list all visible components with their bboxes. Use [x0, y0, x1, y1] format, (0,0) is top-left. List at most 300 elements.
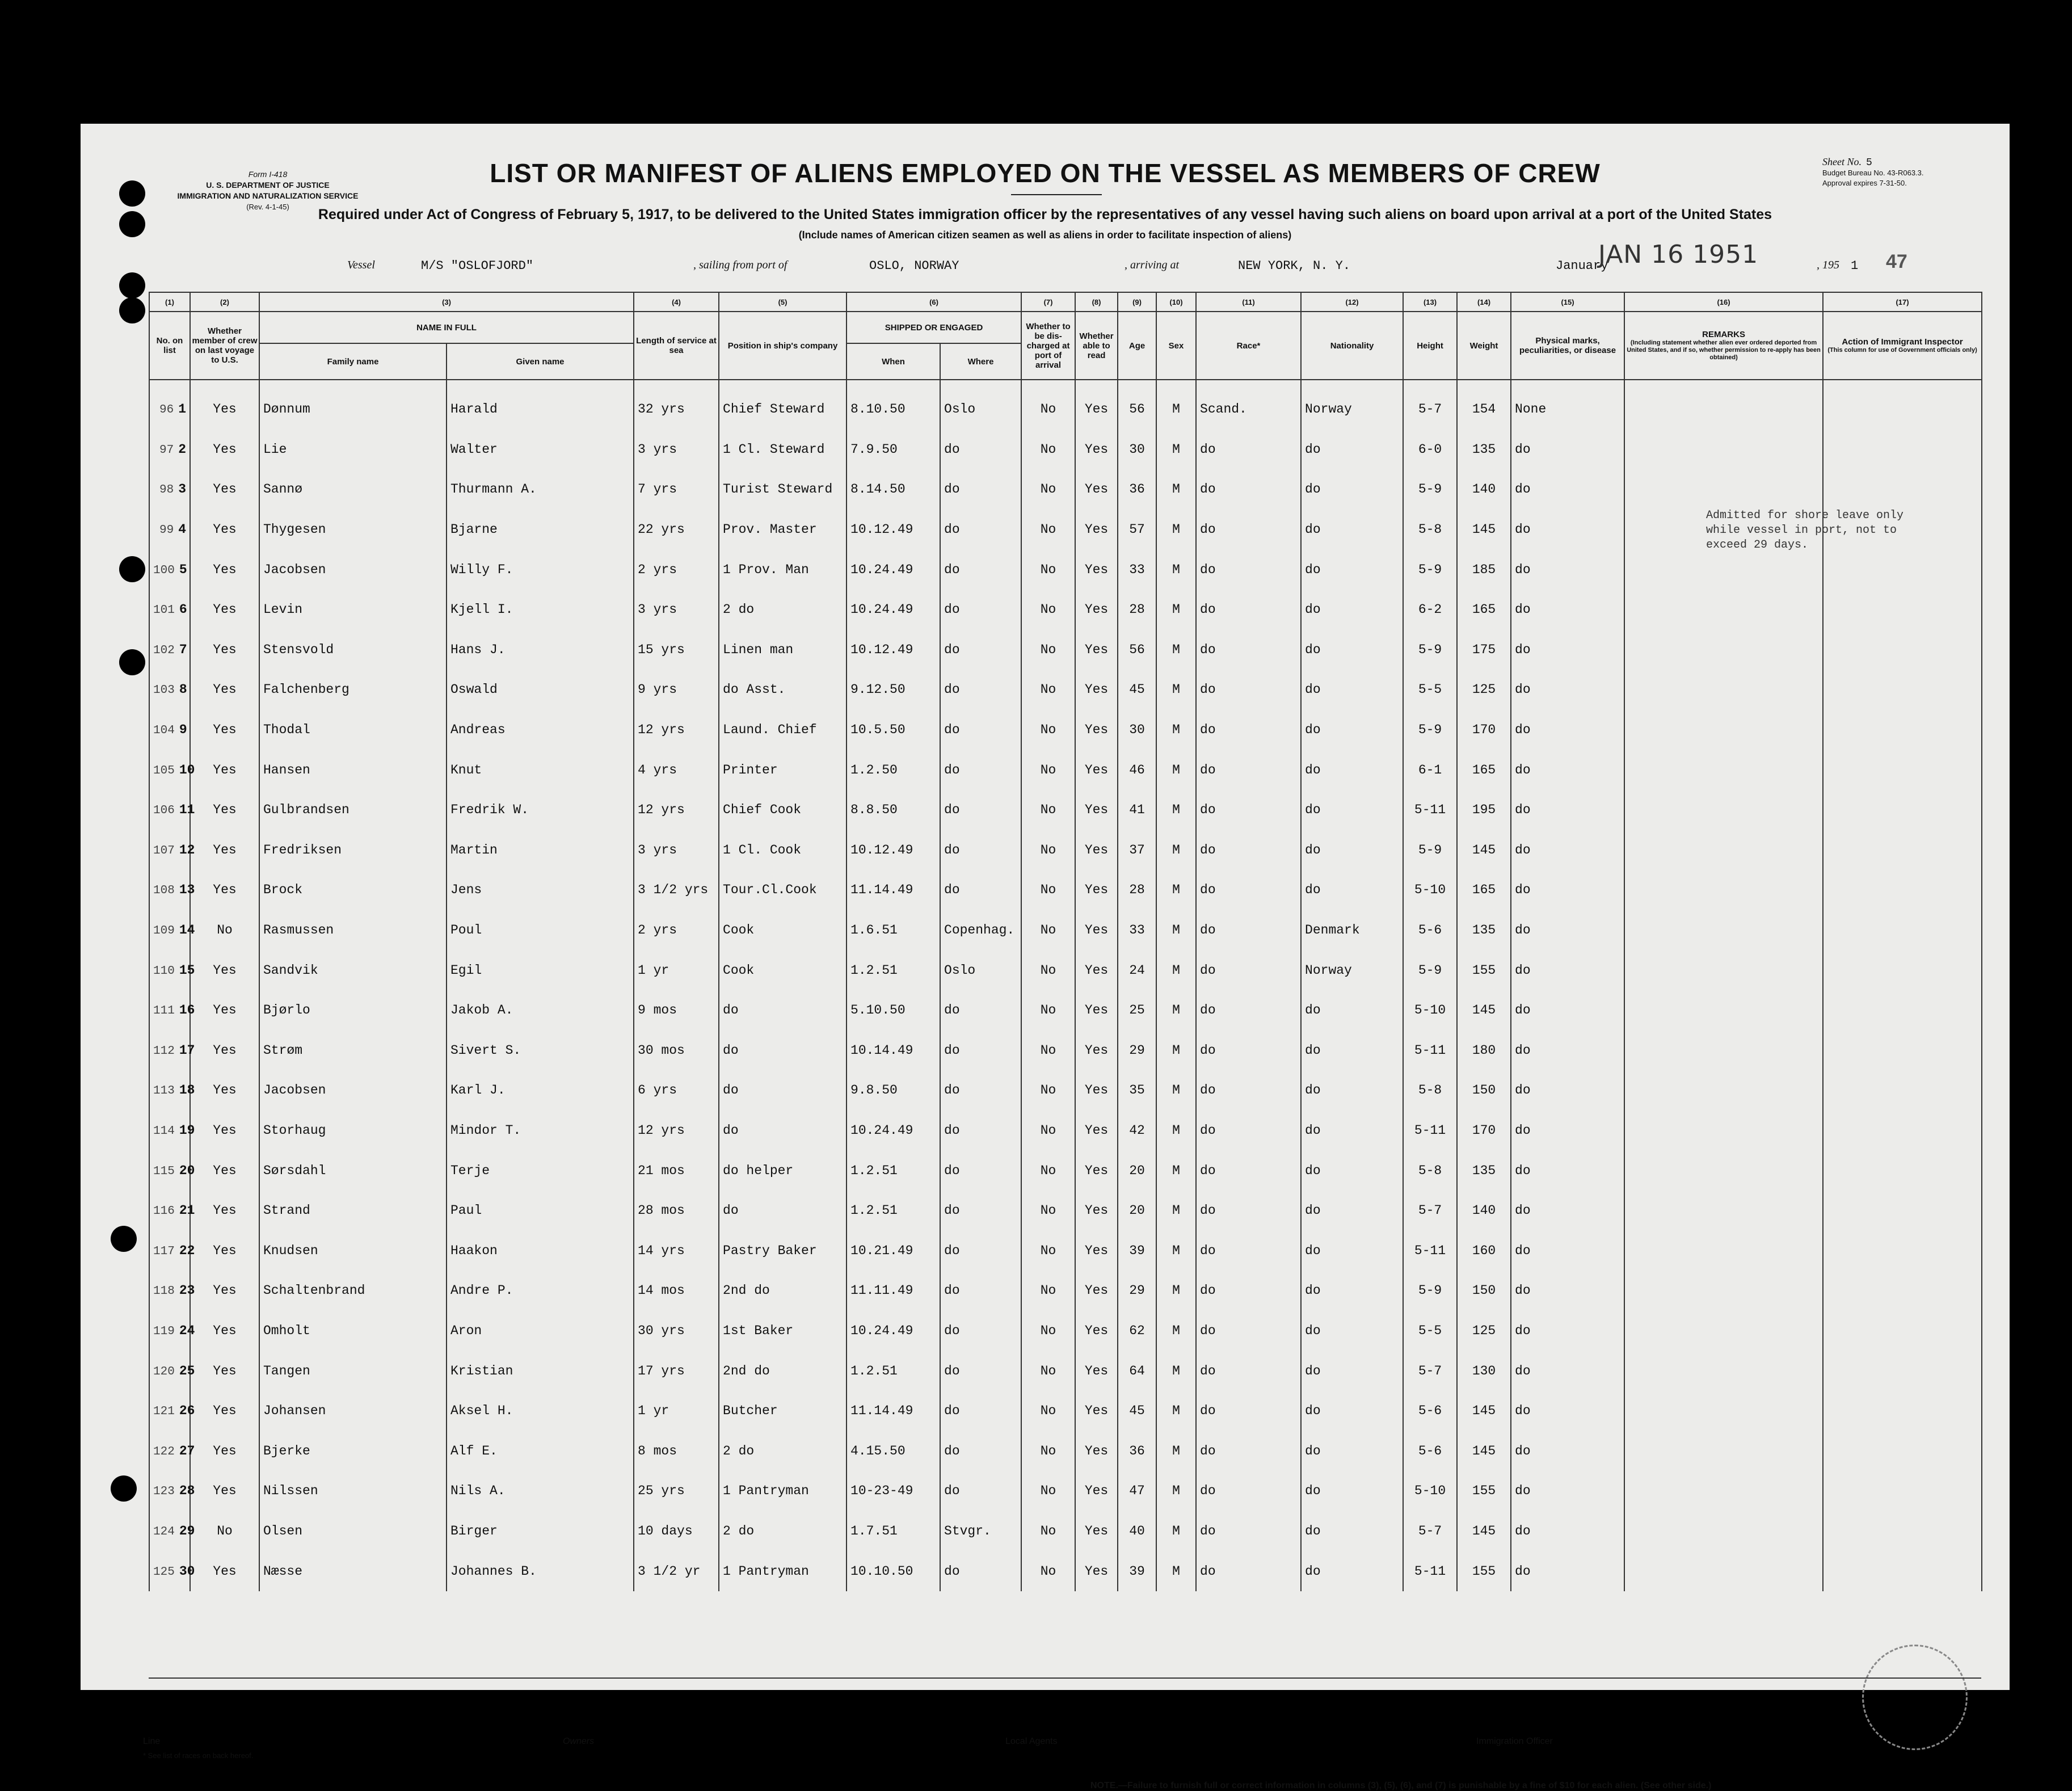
cell-member: Yes	[190, 1271, 259, 1311]
cell-no	[149, 1031, 195, 1071]
cell-discharged: No	[1021, 1551, 1075, 1591]
cell-read: Yes	[1075, 469, 1118, 510]
cell-when: 1.7.51	[847, 1511, 940, 1552]
cell-family: Jacobsen	[259, 549, 447, 590]
cell-action	[1823, 1111, 1982, 1151]
cell-race: do	[1196, 1070, 1301, 1111]
cell-given: Thurmann A.	[447, 469, 634, 510]
cell-where: do	[940, 430, 1021, 470]
col-num-16: (16)	[1624, 292, 1823, 312]
cell-given: Walter	[447, 430, 634, 470]
cell-sex: M	[1156, 1351, 1196, 1391]
cell-age: 42	[1118, 1111, 1156, 1151]
cell-nationality: do	[1301, 1230, 1403, 1271]
cell-given: Jakob A.	[447, 990, 634, 1031]
cell-list-number: 2	[178, 442, 186, 457]
cell-line-number: 105	[153, 764, 175, 777]
manifest-sheet	[81, 124, 2010, 1790]
page-number: 47	[1886, 251, 1907, 272]
cell-remarks	[1624, 630, 1823, 670]
header-name: NAME IN FULL	[259, 312, 634, 343]
cell-age: 45	[1118, 1391, 1156, 1431]
cell-marks: do	[1511, 910, 1624, 951]
cell-height: 5-8	[1403, 1150, 1457, 1191]
sailing-port: OSLO, NORWAY	[869, 259, 959, 273]
col-num-13: (13)	[1403, 292, 1457, 312]
department-name: U. S. DEPARTMENT OF JUSTICE	[206, 180, 330, 190]
table-row	[149, 1431, 1982, 1471]
cell-sex: M	[1156, 1230, 1196, 1271]
header-height: Height	[1403, 312, 1457, 380]
cell-family: Brock	[259, 870, 447, 910]
cell-action	[1823, 1471, 1982, 1511]
cell-nationality: do	[1301, 1191, 1403, 1231]
cell-sex: M	[1156, 430, 1196, 470]
cell-list-number: 10	[179, 762, 195, 777]
cell-height: 5-10	[1403, 990, 1457, 1031]
cell-where: do	[940, 1351, 1021, 1391]
cell-height: 5-11	[1403, 1551, 1457, 1591]
remarks-line-2: while vessel in port, not to	[1706, 524, 1897, 537]
cell-remarks	[1624, 870, 1823, 910]
table-row	[149, 1511, 1982, 1552]
cell-discharged: No	[1021, 630, 1075, 670]
cell-when: 10.12.49	[847, 630, 940, 670]
inspector-seal	[1862, 1645, 1968, 1750]
footer-owners-label: Owners	[563, 1737, 595, 1746]
cell-marks: do	[1511, 1431, 1624, 1471]
header-remarks	[1624, 312, 1823, 380]
cell-race: do	[1196, 950, 1301, 990]
cell-nationality: do	[1301, 430, 1403, 470]
arriving-label: , arriving at	[1125, 259, 1180, 271]
cell-weight: 145	[1457, 1511, 1511, 1552]
cell-race: do	[1196, 1471, 1301, 1511]
cell-read: Yes	[1075, 710, 1118, 750]
cell-weight: 175	[1457, 630, 1511, 670]
table-row	[149, 950, 1982, 990]
cell-read: Yes	[1075, 1230, 1118, 1271]
cell-race: do	[1196, 910, 1301, 951]
header-no: No. on list	[149, 312, 190, 380]
cell-when: 9.8.50	[847, 1070, 940, 1111]
header-marks: Physical marks, peculiarities, or disease	[1511, 312, 1624, 380]
cell-discharged: No	[1021, 430, 1075, 470]
cell-sex: M	[1156, 1311, 1196, 1351]
cell-read: Yes	[1075, 1311, 1118, 1351]
cell-read: Yes	[1075, 990, 1118, 1031]
cell-read: Yes	[1075, 380, 1118, 430]
cell-given: Egil	[447, 950, 634, 990]
cell-height: 6-0	[1403, 430, 1457, 470]
cell-where: do	[940, 590, 1021, 630]
cell-when: 10.10.50	[847, 1551, 940, 1591]
cell-list-number: 17	[179, 1042, 195, 1058]
table-row	[149, 1351, 1982, 1391]
cell-discharged: No	[1021, 1070, 1075, 1111]
cell-sex: M	[1156, 710, 1196, 750]
cell-length: 1 yr	[634, 1391, 719, 1431]
cell-given: Kjell I.	[447, 590, 634, 630]
cell-line-number: 101	[153, 604, 175, 617]
cell-weight: 145	[1457, 990, 1511, 1031]
cell-marks: do	[1511, 1271, 1624, 1311]
cell-nationality: do	[1301, 1150, 1403, 1191]
cell-list-number: 4	[178, 522, 186, 537]
cell-discharged: No	[1021, 1271, 1075, 1311]
cell-weight: 154	[1457, 380, 1511, 430]
cell-height: 5-7	[1403, 1511, 1457, 1552]
header-position: Position in ship's company	[719, 312, 847, 380]
cell-remarks	[1624, 380, 1823, 430]
cell-family: Bjørlo	[259, 990, 447, 1031]
table-row	[149, 1471, 1982, 1511]
cell-no	[149, 1230, 195, 1271]
cell-no	[149, 1471, 195, 1511]
cell-nationality: do	[1301, 1511, 1403, 1552]
cell-race: do	[1196, 870, 1301, 910]
cell-nationality: do	[1301, 790, 1403, 830]
cell-member: Yes	[190, 1230, 259, 1271]
cell-age: 35	[1118, 1070, 1156, 1111]
cell-nationality: do	[1301, 750, 1403, 790]
cell-length: 7 yrs	[634, 469, 719, 510]
cell-member: Yes	[190, 1111, 259, 1151]
punch-hole	[111, 1475, 137, 1502]
cell-length: 3 yrs	[634, 590, 719, 630]
cell-line-number: 104	[153, 724, 175, 738]
cell-read: Yes	[1075, 750, 1118, 790]
cell-discharged: No	[1021, 380, 1075, 430]
cell-age: 30	[1118, 430, 1156, 470]
cell-marks: do	[1511, 1471, 1624, 1511]
cell-where: do	[940, 1111, 1021, 1151]
cell-height: 5-11	[1403, 1031, 1457, 1071]
cell-discharged: No	[1021, 830, 1075, 871]
cell-family: Levin	[259, 590, 447, 630]
cell-family: Olsen	[259, 1511, 447, 1552]
cell-discharged: No	[1021, 549, 1075, 590]
arrival-month: January	[1556, 259, 1608, 273]
cell-given: Alf E.	[447, 1431, 634, 1471]
cell-action	[1823, 870, 1982, 910]
remarks-line-1: Admitted for shore leave only	[1706, 509, 1904, 522]
cell-marks: do	[1511, 1351, 1624, 1391]
header-action	[1823, 312, 1982, 380]
cell-list-number: 9	[179, 722, 187, 738]
cell-race: do	[1196, 1511, 1301, 1552]
cell-where: do	[940, 1471, 1021, 1511]
cell-where: do	[940, 1191, 1021, 1231]
cell-weight: 150	[1457, 1070, 1511, 1111]
cell-nationality: do	[1301, 1031, 1403, 1071]
cell-action	[1823, 590, 1982, 630]
cell-remarks	[1624, 950, 1823, 990]
cell-discharged: No	[1021, 1351, 1075, 1391]
cell-list-number: 1	[178, 402, 186, 417]
remarks-entry	[1706, 508, 1903, 553]
cell-where: Copenhag.	[940, 910, 1021, 951]
table-row	[149, 1311, 1982, 1351]
cell-action	[1823, 1070, 1982, 1111]
cell-list-number: 7	[179, 642, 187, 657]
cell-family: Bjerke	[259, 1431, 447, 1471]
cell-position: Printer	[719, 750, 847, 790]
cell-age: 39	[1118, 1230, 1156, 1271]
cell-line-number: 97	[159, 443, 174, 457]
cell-nationality: do	[1301, 1311, 1403, 1351]
cell-when: 10.14.49	[847, 1031, 940, 1071]
cell-when: 9.12.50	[847, 670, 940, 710]
cell-no	[149, 1271, 195, 1311]
cell-where: do	[940, 710, 1021, 750]
cell-discharged: No	[1021, 710, 1075, 750]
cell-discharged: No	[1021, 750, 1075, 790]
cell-list-number: 26	[179, 1403, 195, 1419]
cell-height: 5-11	[1403, 1111, 1457, 1151]
cell-weight: 180	[1457, 1031, 1511, 1071]
cell-remarks	[1624, 790, 1823, 830]
cell-remarks	[1624, 1191, 1823, 1231]
cell-position: Linen man	[719, 630, 847, 670]
cell-family: Sørsdahl	[259, 1150, 447, 1191]
cell-line-number: 96	[159, 403, 174, 417]
cell-line-number: 103	[153, 684, 175, 697]
cell-read: Yes	[1075, 790, 1118, 830]
col-num-14: (14)	[1457, 292, 1511, 312]
document-subnote: (Include names of American citizen seamen as well as aliens in order to facilitate inspection of aliens)	[798, 229, 1292, 241]
cell-discharged: No	[1021, 1391, 1075, 1431]
cell-marks: do	[1511, 790, 1624, 830]
cell-height: 5-6	[1403, 1431, 1457, 1471]
date-stamp: JAN 16 1951	[1598, 240, 1759, 269]
cell-no	[149, 380, 190, 430]
cell-action	[1823, 1351, 1982, 1391]
cell-marks: do	[1511, 710, 1624, 750]
header-sex: Sex	[1156, 312, 1196, 380]
cell-discharged: No	[1021, 1230, 1075, 1271]
cell-read: Yes	[1075, 430, 1118, 470]
cell-action	[1823, 710, 1982, 750]
table-row	[149, 670, 1982, 710]
cell-position: do	[719, 990, 847, 1031]
cell-weight: 140	[1457, 1191, 1511, 1231]
cell-no	[149, 1431, 195, 1471]
cell-when: 10.12.49	[847, 510, 940, 550]
cell-position: do	[719, 1070, 847, 1111]
cell-where: do	[940, 990, 1021, 1031]
cell-height: 5-9	[1403, 830, 1457, 871]
cell-position: 2 do	[719, 1511, 847, 1552]
cell-discharged: No	[1021, 1031, 1075, 1071]
cell-age: 25	[1118, 990, 1156, 1031]
table-row	[149, 1031, 1982, 1071]
cell-no	[149, 710, 190, 750]
cell-nationality: do	[1301, 1070, 1403, 1111]
cell-read: Yes	[1075, 910, 1118, 951]
col-num-10: (10)	[1156, 292, 1196, 312]
cell-member: Yes	[190, 510, 259, 550]
cell-when: 11.11.49	[847, 1271, 940, 1311]
cell-when: 7.9.50	[847, 430, 940, 470]
cell-nationality: do	[1301, 590, 1403, 630]
col-num-5: (5)	[719, 292, 847, 312]
cell-marks: do	[1511, 630, 1624, 670]
cell-member: Yes	[190, 630, 259, 670]
cell-family: Tangen	[259, 1351, 447, 1391]
cell-marks: do	[1511, 590, 1624, 630]
crew-table	[149, 292, 1982, 1591]
cell-race: do	[1196, 1230, 1301, 1271]
cell-sex: M	[1156, 910, 1196, 951]
cell-length: 30 yrs	[634, 1311, 719, 1351]
cell-given: Harald	[447, 380, 634, 430]
cell-discharged: No	[1021, 790, 1075, 830]
cell-no	[149, 670, 190, 710]
cell-height: 5-9	[1403, 630, 1457, 670]
header-remarks-note: (Including statement whether alien ever ordered deported from United States, and if so, whether permission to re-apply has been obtained)	[1627, 339, 1821, 361]
cell-height: 6-2	[1403, 590, 1457, 630]
cell-height: 5-7	[1403, 1351, 1457, 1391]
cell-line-number: 113	[153, 1084, 175, 1098]
cell-action	[1823, 1271, 1982, 1311]
cell-line-number: 108	[153, 884, 175, 898]
cell-remarks	[1624, 990, 1823, 1031]
cell-family: Næsse	[259, 1551, 447, 1591]
cell-nationality: do	[1301, 1271, 1403, 1311]
cell-sex: M	[1156, 1070, 1196, 1111]
cell-read: Yes	[1075, 1031, 1118, 1071]
cell-marks: do	[1511, 469, 1624, 510]
cell-family: Strand	[259, 1191, 447, 1231]
col-num-2: (2)	[190, 292, 259, 312]
cell-given: Jens	[447, 870, 634, 910]
cell-race: do	[1196, 1351, 1301, 1391]
cell-line-number: 112	[153, 1044, 175, 1058]
cell-where: do	[940, 1031, 1021, 1071]
cell-where: Stvgr.	[940, 1511, 1021, 1552]
cell-age: 33	[1118, 549, 1156, 590]
cell-weight: 140	[1457, 469, 1511, 510]
table-row	[149, 1551, 1982, 1591]
cell-position: 2 do	[719, 590, 847, 630]
cell-race: do	[1196, 430, 1301, 470]
arrival-port: NEW YORK, N. Y.	[1238, 259, 1351, 273]
cell-race: do	[1196, 1551, 1301, 1591]
cell-weight: 145	[1457, 510, 1511, 550]
cell-remarks	[1624, 1271, 1823, 1311]
cell-action	[1823, 430, 1982, 470]
cell-line-number: 98	[159, 484, 174, 497]
cell-marks: do	[1511, 1511, 1624, 1552]
cell-weight: 145	[1457, 1431, 1511, 1471]
cell-read: Yes	[1075, 830, 1118, 871]
cell-list-number: 21	[179, 1203, 195, 1218]
cell-list-number: 3	[178, 482, 186, 497]
cell-no	[149, 430, 190, 470]
cell-nationality: do	[1301, 1551, 1403, 1591]
cell-remarks	[1624, 1070, 1823, 1111]
sheet-info	[1822, 157, 1993, 188]
cell-length: 21 mos	[634, 1150, 719, 1191]
cell-marks: do	[1511, 870, 1624, 910]
cell-discharged: No	[1021, 590, 1075, 630]
cell-race: do	[1196, 510, 1301, 550]
cell-race: do	[1196, 1391, 1301, 1431]
cell-remarks	[1624, 1150, 1823, 1191]
cell-family: Sannø	[259, 469, 447, 510]
cell-where: do	[940, 1311, 1021, 1351]
cell-weight: 145	[1457, 1391, 1511, 1431]
cell-member: Yes	[190, 1551, 259, 1591]
cell-action	[1823, 1191, 1982, 1231]
cell-marks: do	[1511, 510, 1624, 550]
cell-height: 5-10	[1403, 1471, 1457, 1511]
cell-sex: M	[1156, 830, 1196, 871]
cell-discharged: No	[1021, 1191, 1075, 1231]
cell-line-number: 102	[153, 644, 175, 657]
cell-given: Birger	[447, 1511, 634, 1552]
cell-weight: 135	[1457, 430, 1511, 470]
cell-family: Stensvold	[259, 630, 447, 670]
cell-member: Yes	[190, 870, 259, 910]
cell-height: 6-1	[1403, 750, 1457, 790]
cell-family: Sandvik	[259, 950, 447, 990]
cell-position: Pastry Baker	[719, 1230, 847, 1271]
cell-list-number: 15	[179, 962, 195, 978]
cell-position: 1 Cl. Steward	[719, 430, 847, 470]
cell-age: 28	[1118, 590, 1156, 630]
cell-line-number: 106	[153, 804, 175, 818]
cell-weight: 145	[1457, 830, 1511, 871]
table-row	[149, 750, 1982, 790]
cell-read: Yes	[1075, 670, 1118, 710]
cell-age: 37	[1118, 830, 1156, 871]
cell-height: 5-8	[1403, 1070, 1457, 1111]
cell-no	[149, 1551, 195, 1591]
cell-age: 24	[1118, 950, 1156, 990]
footer-race-note: * See list of races on back hereof.	[143, 1751, 254, 1760]
cell-remarks	[1624, 549, 1823, 590]
cell-position: do	[719, 1031, 847, 1071]
cell-member: Yes	[190, 790, 259, 830]
table-row	[149, 790, 1982, 830]
footer-agents-label: Local Agents	[1005, 1737, 1058, 1746]
cell-no	[149, 549, 190, 590]
cell-member: No	[190, 1511, 259, 1552]
budget-bureau: Budget Bureau No. 43-R063.3.	[1822, 169, 1924, 177]
cell-height: 5-10	[1403, 870, 1457, 910]
cell-sex: M	[1156, 1511, 1196, 1552]
cell-member: Yes	[190, 380, 259, 430]
cell-length: 30 mos	[634, 1031, 719, 1071]
cell-read: Yes	[1075, 1471, 1118, 1511]
cell-length: 17 yrs	[634, 1351, 719, 1391]
cell-list-number: 28	[179, 1483, 195, 1499]
cell-race: do	[1196, 590, 1301, 630]
cell-discharged: No	[1021, 1471, 1075, 1511]
year-prefix: , 195	[1817, 259, 1839, 271]
document-subtitle: Required under Act of Congress of February 5, 1917, to be delivered to the United States immigration officer by the representatives of any vessel having such aliens on board upon arrival at a port of the United States	[318, 207, 1772, 222]
cell-when: 10.21.49	[847, 1230, 940, 1271]
cell-line-number: 119	[153, 1325, 175, 1338]
cell-race: do	[1196, 670, 1301, 710]
table-row	[149, 380, 1982, 430]
cell-when: 10.24.49	[847, 549, 940, 590]
table-row	[149, 870, 1982, 910]
cell-sex: M	[1156, 990, 1196, 1031]
cell-nationality: do	[1301, 469, 1403, 510]
